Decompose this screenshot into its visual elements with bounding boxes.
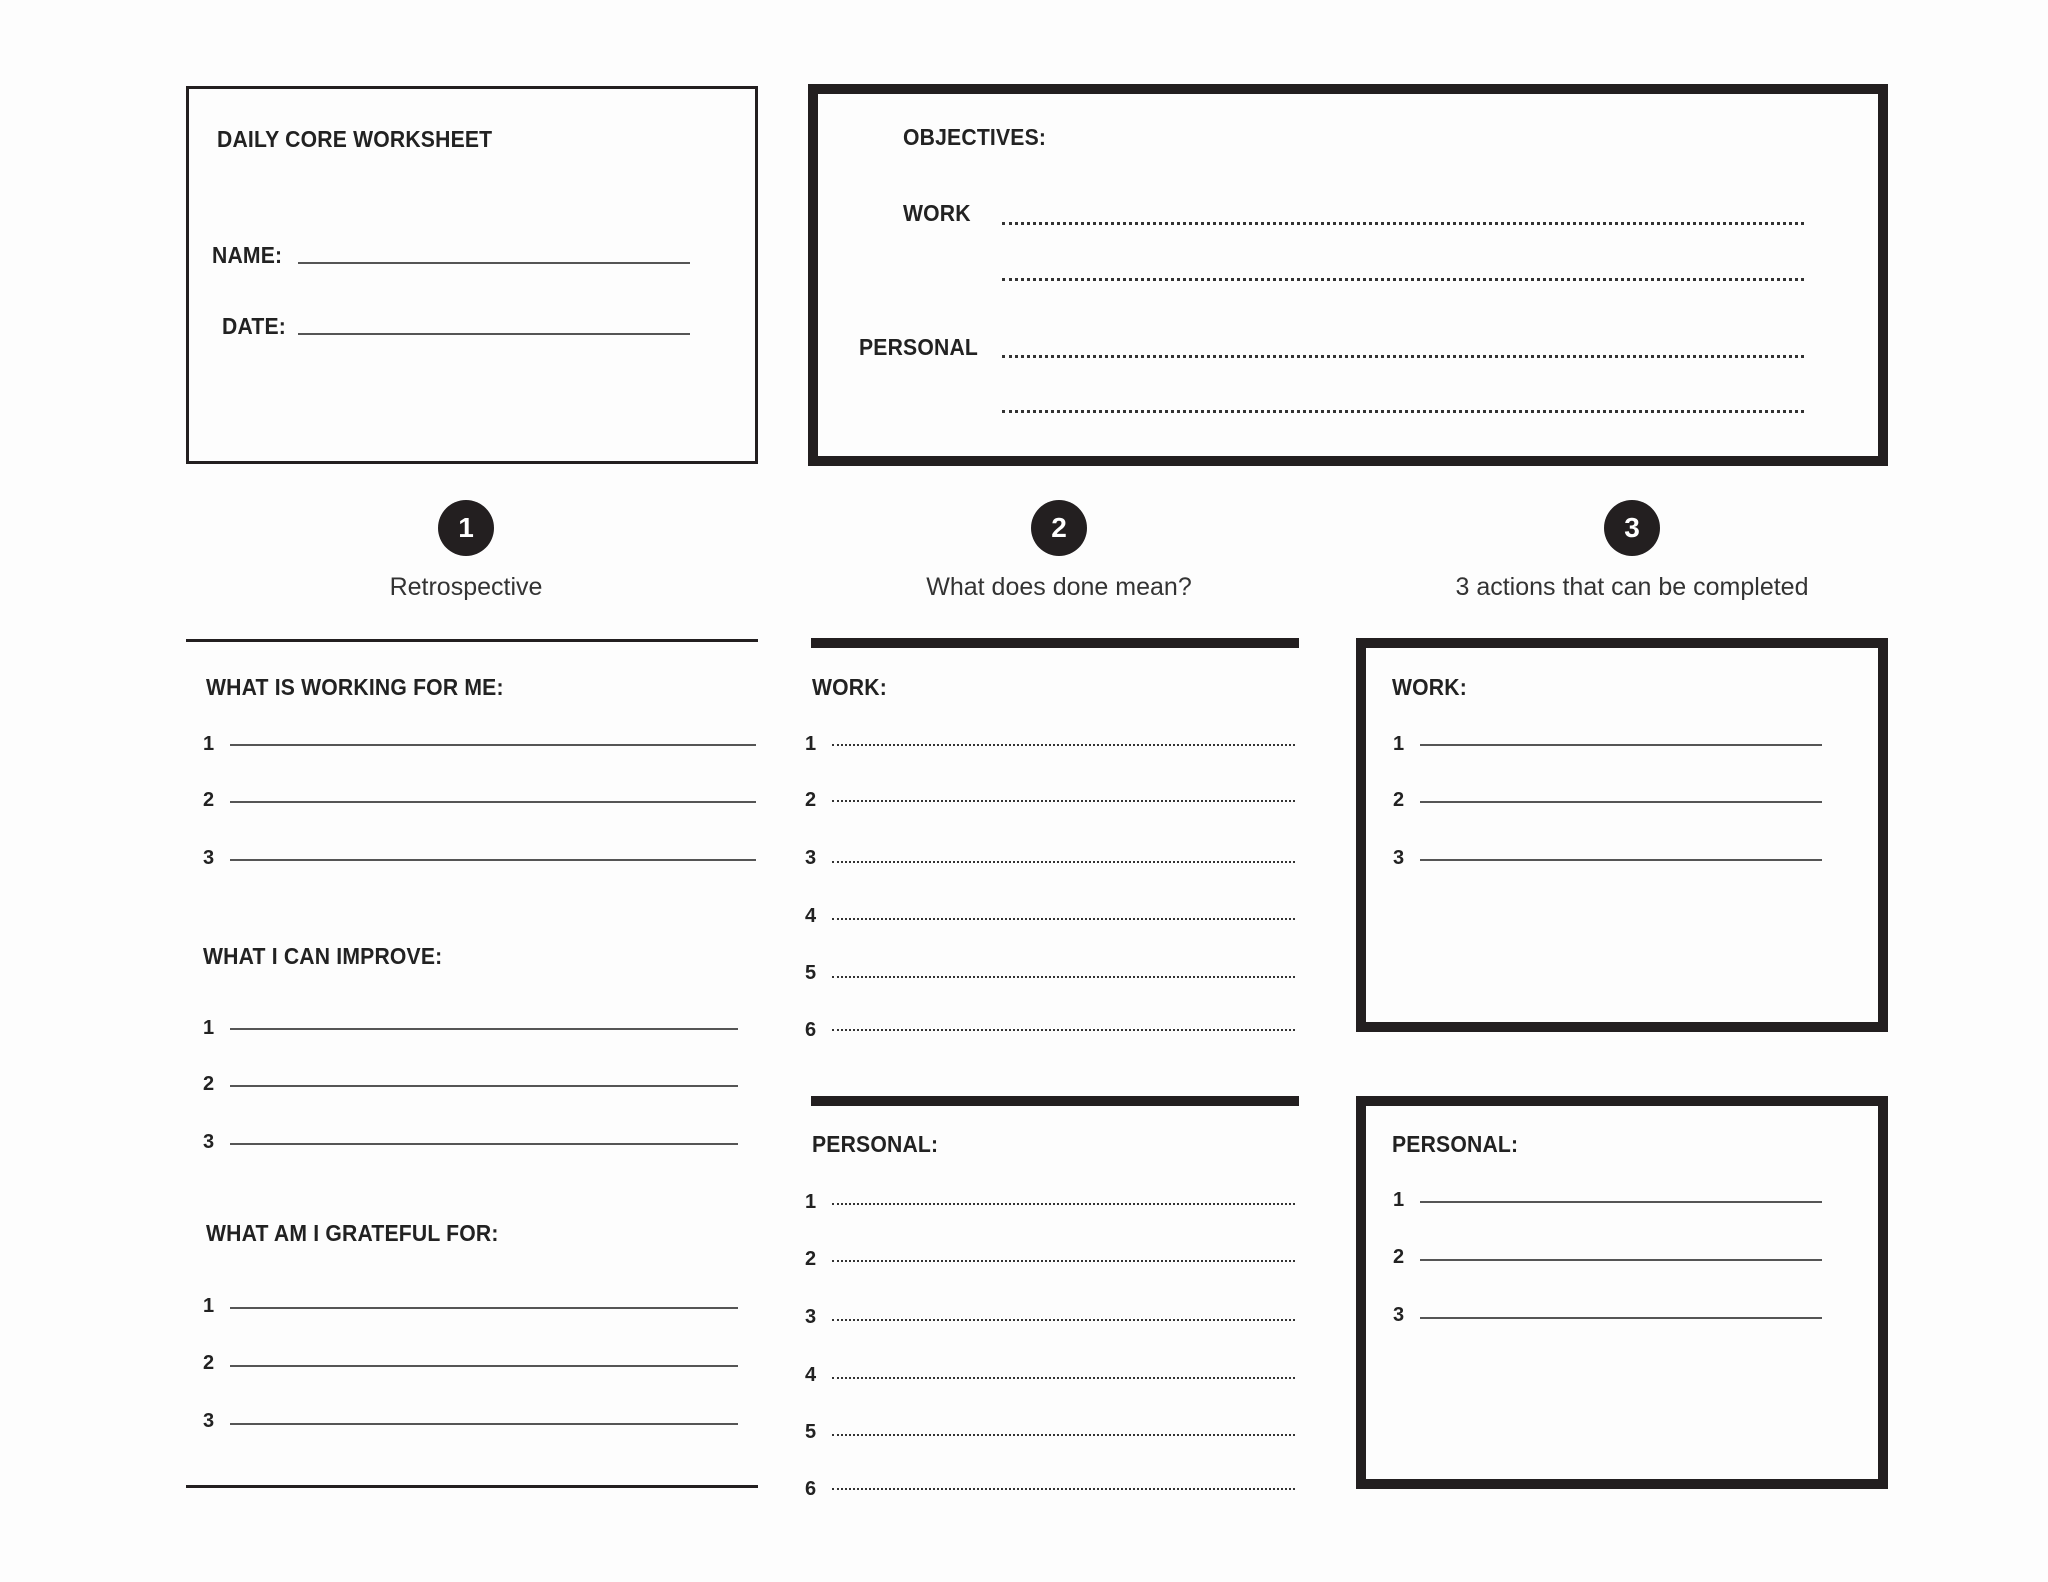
actions-work-line-2[interactable] — [1420, 801, 1822, 803]
objectives-title: OBJECTIVES: — [903, 124, 1047, 150]
step-2-title: What does done mean? — [926, 573, 1192, 601]
done-personal-line-1[interactable] — [832, 1203, 1295, 1205]
name-label: NAME: — [212, 242, 283, 268]
improve-line-3[interactable] — [230, 1143, 738, 1145]
done-work-num-4: 4 — [805, 905, 817, 927]
grateful-line-3[interactable] — [230, 1423, 738, 1425]
working-line-1[interactable] — [230, 744, 756, 746]
actions-personal-title: PERSONAL: — [1392, 1131, 1519, 1157]
improve-title: WHAT I CAN IMPROVE: — [203, 943, 443, 969]
done-personal-line-5[interactable] — [832, 1434, 1295, 1436]
done-work-line-3[interactable] — [832, 861, 1295, 863]
done-personal-num-4: 4 — [805, 1364, 817, 1386]
actions-personal-num-2: 2 — [1393, 1246, 1405, 1268]
done-work-num-1: 1 — [805, 733, 817, 755]
improve-line-1[interactable] — [230, 1028, 738, 1030]
actions-personal-num-3: 3 — [1393, 1304, 1405, 1326]
step-3-title: 3 actions that can be completed — [1455, 573, 1809, 601]
actions-personal-line-1[interactable] — [1420, 1201, 1822, 1203]
done-personal-num-3: 3 — [805, 1306, 817, 1328]
done-work-title: WORK: — [812, 674, 887, 700]
done-personal-rule — [811, 1096, 1299, 1106]
done-work-line-1[interactable] — [832, 744, 1295, 746]
grateful-num-3: 3 — [203, 1410, 215, 1432]
done-work-line-2[interactable] — [832, 800, 1295, 802]
retro-bottom-rule — [186, 1485, 758, 1488]
step-1-title: Retrospective — [389, 573, 543, 601]
working-num-1: 1 — [203, 733, 215, 755]
objectives-personal-label: PERSONAL — [859, 334, 979, 360]
actions-work-num-2: 2 — [1393, 789, 1405, 811]
date-field[interactable] — [298, 333, 690, 335]
done-personal-line-6[interactable] — [832, 1488, 1295, 1490]
done-personal-line-4[interactable] — [832, 1377, 1295, 1379]
actions-work-num-3: 3 — [1393, 847, 1405, 869]
actions-work-title: WORK: — [1392, 674, 1467, 700]
grateful-line-2[interactable] — [230, 1365, 738, 1367]
done-personal-num-6: 6 — [805, 1478, 817, 1500]
objectives-personal-line-2[interactable] — [1002, 410, 1804, 413]
worksheet-title: DAILY CORE WORKSHEET — [217, 126, 493, 152]
actions-work-line-1[interactable] — [1420, 744, 1822, 746]
grateful-line-1[interactable] — [230, 1307, 738, 1309]
done-personal-line-2[interactable] — [832, 1260, 1295, 1262]
done-work-line-6[interactable] — [832, 1029, 1295, 1031]
actions-personal-line-2[interactable] — [1420, 1259, 1822, 1261]
name-field[interactable] — [298, 262, 690, 264]
grateful-num-1: 1 — [203, 1295, 215, 1317]
working-num-3: 3 — [203, 847, 215, 869]
done-work-rule — [811, 638, 1299, 648]
working-num-2: 2 — [203, 789, 215, 811]
done-personal-line-3[interactable] — [832, 1319, 1295, 1321]
done-personal-num-2: 2 — [805, 1248, 817, 1270]
done-work-num-6: 6 — [805, 1019, 817, 1041]
step-2-badge: 2 — [1031, 500, 1087, 556]
working-title: WHAT IS WORKING FOR ME: — [206, 674, 504, 700]
done-work-num-2: 2 — [805, 789, 817, 811]
step-3-badge: 3 — [1604, 500, 1660, 556]
improve-line-2[interactable] — [230, 1085, 738, 1087]
improve-num-2: 2 — [203, 1073, 215, 1095]
done-personal-num-5: 5 — [805, 1421, 817, 1443]
working-line-2[interactable] — [230, 801, 756, 803]
done-work-line-5[interactable] — [832, 976, 1295, 978]
objectives-work-line-2[interactable] — [1002, 278, 1804, 281]
actions-work-line-3[interactable] — [1420, 859, 1822, 861]
grateful-title: WHAT AM I GRATEFUL FOR: — [206, 1220, 499, 1246]
actions-work-num-1: 1 — [1393, 733, 1405, 755]
grateful-num-2: 2 — [203, 1352, 215, 1374]
objectives-work-label: WORK — [903, 200, 971, 226]
step-1-badge: 1 — [438, 500, 494, 556]
retro-top-rule — [186, 639, 758, 642]
done-personal-title: PERSONAL: — [812, 1131, 939, 1157]
objectives-personal-line-1[interactable] — [1002, 355, 1804, 358]
actions-personal-num-1: 1 — [1393, 1189, 1405, 1211]
done-work-num-3: 3 — [805, 847, 817, 869]
objectives-work-line-1[interactable] — [1002, 222, 1804, 225]
improve-num-3: 3 — [203, 1131, 215, 1153]
done-work-num-5: 5 — [805, 962, 817, 984]
done-work-line-4[interactable] — [832, 918, 1295, 920]
date-label: DATE: — [222, 313, 286, 339]
improve-num-1: 1 — [203, 1017, 215, 1039]
working-line-3[interactable] — [230, 859, 756, 861]
done-personal-num-1: 1 — [805, 1191, 817, 1213]
actions-personal-line-3[interactable] — [1420, 1317, 1822, 1319]
